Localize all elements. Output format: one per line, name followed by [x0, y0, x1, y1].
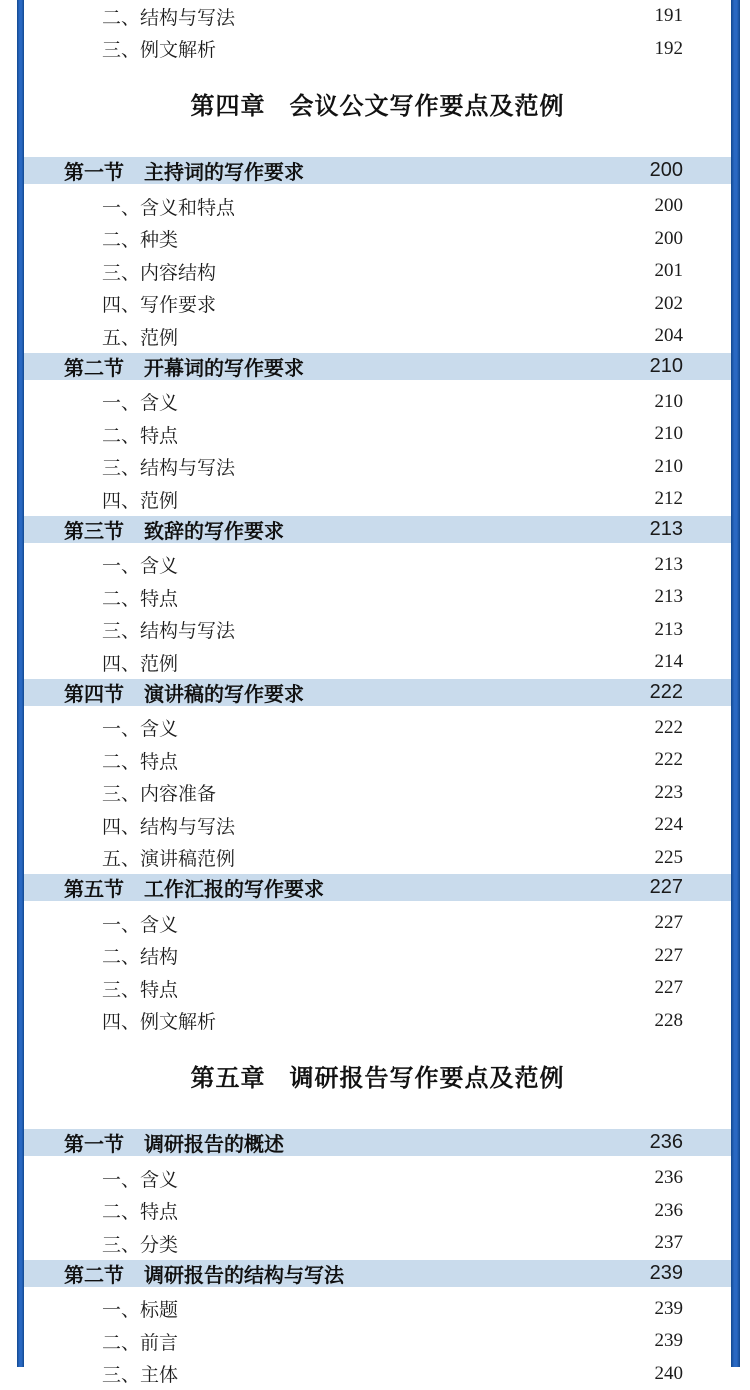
- toc-entry-row: [24, 972, 731, 1005]
- toc-entry-page-number: 222: [655, 717, 684, 739]
- toc-entry-page-number: 224: [655, 814, 684, 836]
- toc-entry-page-number: 212: [655, 488, 684, 510]
- toc-entry-row: [24, 712, 731, 745]
- section-number: 第二节: [64, 358, 124, 380]
- section-title: 致辞的写作要求: [144, 521, 284, 543]
- toc-entry-row: [24, 33, 731, 66]
- section-label: [64, 873, 650, 902]
- toc-entry-page-number: 239: [655, 1298, 684, 1320]
- chapter-title: 会议公文写作要点及范例: [290, 93, 565, 120]
- section-header-row: [24, 353, 731, 380]
- toc-entry-row: [24, 1227, 731, 1260]
- toc-entry-row: [24, 940, 731, 973]
- toc-entry-row: [24, 386, 731, 419]
- toc-entry-label: 四、范例: [102, 649, 655, 676]
- toc-entry-row: [24, 0, 731, 33]
- toc-entry-label: 三、例文解析: [102, 35, 655, 62]
- toc-entry-page-number: 214: [655, 651, 684, 673]
- toc-entry-label: 四、结构与写法: [102, 812, 655, 839]
- section-page-number: 200: [650, 159, 683, 182]
- toc-entry-row: [24, 320, 731, 353]
- section-label: [64, 1128, 650, 1157]
- toc-entry-page-number: 210: [655, 456, 684, 478]
- section-title: 演讲稿的写作要求: [144, 684, 304, 706]
- toc-entry-label: 二、前言: [102, 1328, 655, 1355]
- toc-entry-row: [24, 907, 731, 940]
- toc-entry-label: 二、特点: [102, 421, 655, 448]
- right-accent-bar: [731, 0, 740, 1367]
- toc-entry-row: [24, 1195, 731, 1228]
- toc-entry-page-number: 210: [655, 423, 684, 445]
- section-page-number: 213: [650, 518, 683, 541]
- section-number: 第三节: [64, 521, 124, 543]
- section-label: [64, 352, 650, 381]
- toc-entry-label: 三、分类: [102, 1230, 655, 1257]
- chapter-heading: [24, 1064, 731, 1094]
- section-title: 开幕词的写作要求: [144, 358, 304, 380]
- section-number: 第五节: [64, 879, 124, 901]
- toc-entry-page-number: 191: [655, 5, 684, 27]
- toc-entry-label: 五、演讲稿范例: [102, 844, 655, 871]
- toc-entry-row: [24, 1293, 731, 1326]
- toc-entry-page-number: 237: [655, 1232, 684, 1254]
- toc-entry-row: [24, 223, 731, 256]
- chapter-heading: [24, 92, 731, 122]
- section-label: [64, 1259, 650, 1288]
- toc-entry-page-number: 227: [655, 977, 684, 999]
- toc-entry-label: 二、种类: [102, 225, 655, 252]
- section-page-number: 222: [650, 681, 683, 704]
- toc-entry-label: 一、含义: [102, 551, 655, 578]
- toc-entry-label: 二、特点: [102, 747, 655, 774]
- left-accent-bar: [17, 0, 24, 1367]
- toc-entry-label: 一、含义: [102, 388, 655, 415]
- toc-entry-row: [24, 1325, 731, 1358]
- toc-list: [24, 0, 731, 1390]
- toc-entry-label: 三、特点: [102, 975, 655, 1002]
- chapter-number: 第五章: [191, 1065, 266, 1092]
- toc-entry-label: 一、含义: [102, 1165, 655, 1192]
- toc-entry-page-number: 227: [655, 912, 684, 934]
- section-header-row: [24, 679, 731, 706]
- toc-entry-row: [24, 614, 731, 647]
- toc-entry-label: 四、例文解析: [102, 1007, 655, 1034]
- toc-entry-label: 一、含义: [102, 714, 655, 741]
- toc-entry-row: [24, 549, 731, 582]
- chapter-number: 第四章: [191, 93, 266, 120]
- section-label: [64, 515, 650, 544]
- toc-entry-label: 三、内容准备: [102, 779, 655, 806]
- toc-entry-page-number: 239: [655, 1330, 684, 1352]
- section-number: 第一节: [64, 162, 124, 184]
- toc-entry-row: [24, 483, 731, 516]
- toc-entry-label: 三、主体: [102, 1360, 655, 1387]
- chapter-title: 调研报告写作要点及范例: [290, 1065, 565, 1092]
- toc-entry-page-number: 201: [655, 260, 684, 282]
- toc-entry-page-number: 236: [655, 1167, 684, 1189]
- toc-entry-row: [24, 842, 731, 875]
- toc-entry-page-number: 213: [655, 619, 684, 641]
- section-header-row: [24, 1129, 731, 1156]
- toc-entry-row: [24, 809, 731, 842]
- toc-entry-page-number: 240: [655, 1363, 684, 1385]
- section-title: 主持词的写作要求: [144, 162, 304, 184]
- toc-entry-row: [24, 451, 731, 484]
- toc-entry-page-number: 200: [655, 228, 684, 250]
- toc-entry-row: [24, 1005, 731, 1038]
- toc-entry-label: 四、写作要求: [102, 290, 655, 317]
- toc-entry-row: [24, 418, 731, 451]
- section-page-number: 236: [650, 1131, 683, 1154]
- toc-entry-page-number: 210: [655, 391, 684, 413]
- toc-entry-label: 三、结构与写法: [102, 453, 655, 480]
- section-title: 调研报告的结构与写法: [144, 1265, 344, 1287]
- section-header-row: [24, 1260, 731, 1287]
- toc-entry-row: [24, 288, 731, 321]
- toc-entry-page-number: 236: [655, 1200, 684, 1222]
- toc-entry-label: 二、特点: [102, 1197, 655, 1224]
- section-page-number: 210: [650, 355, 683, 378]
- toc-entry-row: [24, 581, 731, 614]
- toc-entry-label: 四、范例: [102, 486, 655, 513]
- section-page-number: 227: [650, 876, 683, 899]
- toc-entry-label: 二、特点: [102, 584, 655, 611]
- toc-entry-page-number: 222: [655, 749, 684, 771]
- toc-entry-label: 三、结构与写法: [102, 616, 655, 643]
- toc-entry-page-number: 213: [655, 554, 684, 576]
- section-number: 第四节: [64, 684, 124, 706]
- section-header-row: [24, 516, 731, 543]
- toc-entry-row: [24, 777, 731, 810]
- toc-entry-label: 一、标题: [102, 1295, 655, 1322]
- toc-entry-page-number: 223: [655, 782, 684, 804]
- section-label: [64, 156, 650, 185]
- section-page-number: 239: [650, 1262, 683, 1285]
- section-header-row: [24, 874, 731, 901]
- section-label: [64, 678, 650, 707]
- toc-entry-page-number: 213: [655, 586, 684, 608]
- toc-entry-page-number: 227: [655, 945, 684, 967]
- toc-entry-page-number: 192: [655, 38, 684, 60]
- section-number: 第一节: [64, 1134, 124, 1156]
- toc-entry-label: 三、内容结构: [102, 258, 655, 285]
- toc-entry-row: [24, 190, 731, 223]
- section-header-row: [24, 157, 731, 184]
- toc-entry-row: [24, 744, 731, 777]
- toc-entry-label: 二、结构: [102, 942, 655, 969]
- toc-entry-label: 一、含义和特点: [102, 193, 655, 220]
- toc-entry-page-number: 225: [655, 847, 684, 869]
- toc-entry-label: 五、范例: [102, 323, 655, 350]
- section-number: 第二节: [64, 1265, 124, 1287]
- toc-entry-page-number: 200: [655, 195, 684, 217]
- toc-entry-page-number: 228: [655, 1010, 684, 1032]
- toc-entry-row: [24, 646, 731, 679]
- toc-entry-row: [24, 1358, 731, 1390]
- toc-entry-label: 一、含义: [102, 910, 655, 937]
- toc-entry-row: [24, 255, 731, 288]
- toc-entry-row: [24, 1162, 731, 1195]
- toc-entry-label: 二、结构与写法: [102, 3, 655, 30]
- toc-entry-page-number: 204: [655, 325, 684, 347]
- section-title: 调研报告的概述: [144, 1134, 284, 1156]
- toc-entry-page-number: 202: [655, 293, 684, 315]
- section-title: 工作汇报的写作要求: [144, 879, 324, 901]
